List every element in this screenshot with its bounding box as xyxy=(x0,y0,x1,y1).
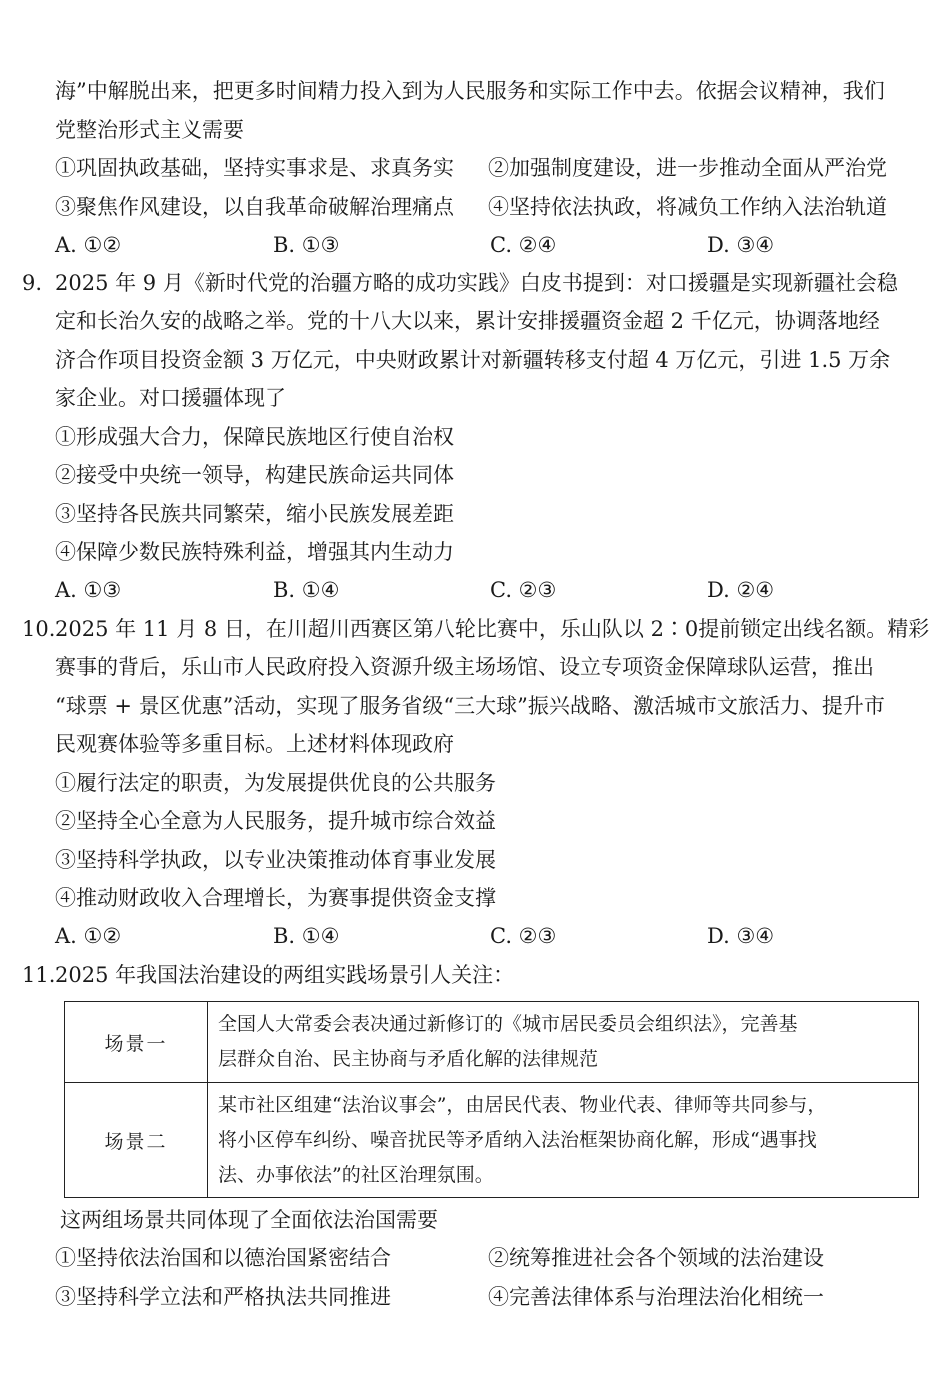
q8-option-2: ②加强制度建设，进一步推动全面从严治党 xyxy=(488,156,887,180)
q8-choice-b: B. ①③ xyxy=(273,233,340,257)
q10-stem-line-1: 2025 年 11 月 8 日，在川超川西赛区第八轮比赛中，乐山队以 2∶0提前锁定出线名额。精彩 xyxy=(55,617,930,641)
scene-2-label: 场景二 xyxy=(65,1083,208,1198)
scene-2-line-3: 法、办事依法”的社区治理氛围。 xyxy=(218,1163,494,1186)
q9-option-2: ②接受中央统一领导，构建民族命运共同体 xyxy=(55,463,454,487)
q10-stem-line-4: 民观赛体验等多重目标。上述材料体现政府 xyxy=(55,732,454,756)
q8-choice-a: A. ①② xyxy=(55,233,122,257)
q8-option-4: ④坚持依法执政，将减负工作纳入法治轨道 xyxy=(488,195,887,219)
q11-option-1: ①坚持依法治国和以德治国紧密结合 xyxy=(55,1246,391,1270)
q9-number: 9. xyxy=(22,271,43,295)
q11-option-2: ②统筹推进社会各个领域的法治建设 xyxy=(488,1246,824,1270)
q10-option-2: ②坚持全心全意为人民服务，提升城市综合效益 xyxy=(55,809,496,833)
q10-stem-line-2: 赛事的背后，乐山市人民政府投入资源升级主场场馆、设立专项资金保障球队运营，推出 xyxy=(55,655,874,679)
q9-choice-b: B. ①④ xyxy=(273,578,340,602)
scene-2-line-2: 将小区停车纠纷、噪音扰民等矛盾纳入法治框架协商化解，形成“遇事找 xyxy=(218,1128,817,1151)
q9-stem-line-4: 家企业。对口援疆体现了 xyxy=(55,386,286,410)
scene-1-line-1: 全国人大常委会表决通过新修订的《城市居民委员会组织法》，完善基 xyxy=(218,1013,798,1035)
q9-stem-line-1: 2025 年 9 月《新时代党的治疆方略的成功实践》白皮书提到：对口援疆是实现新疆社会稳 xyxy=(55,271,898,295)
q10-choice-b: B. ①④ xyxy=(273,924,340,948)
scene-1-label: 场景一 xyxy=(65,1002,208,1083)
q10-option-4: ④推动财政收入合理增长，为赛事提供资金支撑 xyxy=(55,886,496,910)
q9-choice-c: C. ②③ xyxy=(490,578,557,602)
q10-number: 10. xyxy=(22,617,56,641)
scene-2-line-1: 某市社区组建“法治议事会”，由居民代表、物业代表、律师等共同参与， xyxy=(218,1093,827,1116)
q8-choice-c: C. ②④ xyxy=(490,233,557,257)
q10-option-1: ①履行法定的职责，为发展提供优良的公共服务 xyxy=(55,771,496,795)
q11-option-3: ③坚持科学立法和严格执法共同推进 xyxy=(55,1285,391,1309)
q9-stem-line-2: 定和长治久安的战略之举。党的十八大以来，累计安排援疆资金超 2 千亿元，协调落地经 xyxy=(55,309,880,333)
scene-row-2 xyxy=(65,1083,919,1198)
q9-choice-a: A. ①③ xyxy=(55,578,122,602)
q8-option-3: ③聚焦作风建设，以自我革命破解治理痛点 xyxy=(55,195,454,219)
q9-option-1: ①形成强大合力，保障民族地区行使自治权 xyxy=(55,425,454,449)
q10-choice-a: A. ①② xyxy=(55,924,122,948)
scene-2-content xyxy=(208,1083,919,1198)
q9-choice-d: D. ②④ xyxy=(707,578,775,602)
q10-option-3: ③坚持科学执政，以专业决策推动体育事业发展 xyxy=(55,848,496,872)
scene-1-content xyxy=(208,1002,919,1083)
q9-stem-line-3: 济合作项目投资金额 3 万亿元，中央财政累计对新疆转移支付超 4 万亿元，引进 1.5 万余 xyxy=(55,348,891,372)
q8-stem-line-1: 海”中解脱出来，把更多时间精力投入到为人民服务和实际工作中去。依据会议精神，我们 xyxy=(55,79,885,103)
q11-option-4: ④完善法律体系与治理法治化相统一 xyxy=(488,1285,824,1309)
q9-option-4: ④保障少数民族特殊利益，增强其内生动力 xyxy=(55,540,454,564)
q10-choice-c: C. ②③ xyxy=(490,924,557,948)
scene-row-1 xyxy=(65,1002,919,1083)
q9-option-3: ③坚持各民族共同繁荣，缩小民族发展差距 xyxy=(55,502,454,526)
q10-stem-line-3: “球票 + 景区优惠”活动，实现了服务省级“三大球”振兴战略、激活城市文旅活力、提升市 xyxy=(55,694,885,718)
q8-stem-line-2: 党整治形式主义需要 xyxy=(55,118,244,142)
q11-stem: 2025 年我国法治建设的两组实践场景引人关注： xyxy=(55,963,515,987)
q10-choice-d: D. ③④ xyxy=(707,924,775,948)
q8-choice-d: D. ③④ xyxy=(707,233,775,257)
q11-number: 11. xyxy=(22,963,56,987)
q11-question: 这两组场景共同体现了全面依法治国需要 xyxy=(60,1208,438,1232)
scene-1-line-2: 层群众自治、民主协商与矛盾化解的法律规范 xyxy=(218,1048,599,1070)
q8-option-1: ①巩固执政基础，坚持实事求是、求真务实 xyxy=(55,156,454,180)
scenes-table xyxy=(64,1001,919,1198)
